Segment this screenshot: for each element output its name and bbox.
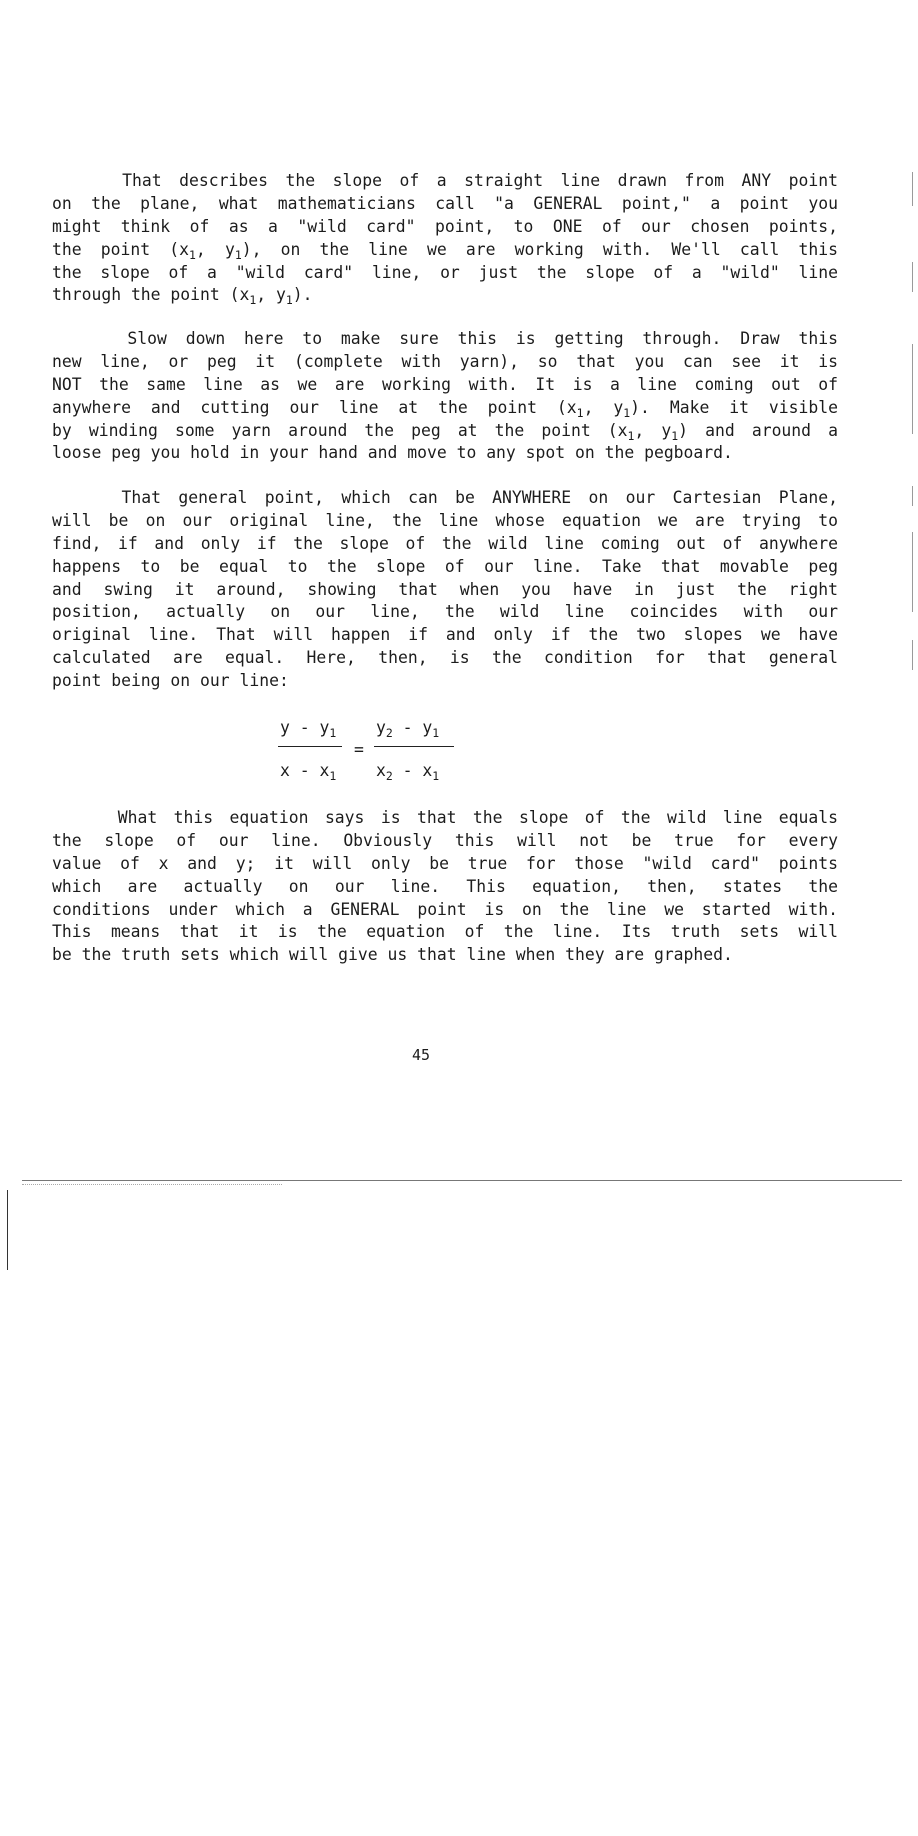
- text-line: through the point ($x_1$, $y_1$).: [52, 285, 313, 308]
- text-line: original line. That will happen if and only if the two slopes we have: [52, 625, 838, 645]
- text-line: will be on our original line, the line whose equation we are trying to: [52, 510, 838, 530]
- equation-equals-sign: =: [354, 740, 364, 759]
- text-line: anywhere and cutting our line at the point ($x_1$, $y_1$). Make it visible: [52, 397, 839, 420]
- paragraph-3: [52, 487, 838, 693]
- text-line: new line, or peg it (complete with yarn), so that you can see it is: [52, 351, 838, 371]
- text-line: point being on our line:: [52, 671, 289, 691]
- text-line: Slow down here to make sure this is getting through. Draw this: [52, 329, 838, 348]
- paragraph-1: [52, 170, 838, 307]
- text-line: the point ($x_1$, $y_1$), on the line we are working with. We'll call this: [52, 239, 838, 262]
- scan-edge-mark: [912, 640, 913, 670]
- equation-lhs-denominator: x - $x_1$: [280, 761, 337, 784]
- page-number: 45: [412, 1046, 431, 1064]
- text-line: What this equation says is that the slope of the wild line equals: [52, 808, 838, 827]
- equation-lhs-fraction-bar: [278, 746, 342, 747]
- text-line: This means that it is the equation of the line. Its truth sets will: [52, 922, 838, 942]
- scan-edge-mark: [912, 262, 913, 292]
- text-line: which are actually on our line. This equation, then, states the: [52, 876, 838, 896]
- scan-edge-mark: [912, 486, 913, 506]
- text-line: NOT the same line as we are working with. It is a line coming out of: [52, 374, 838, 394]
- text-line: the slope of our line. Obviously this will not be true for every: [52, 830, 838, 850]
- text-line: happens to be equal to the slope of our line. Take that movable peg: [52, 556, 838, 576]
- scan-edge-mark: [912, 344, 913, 434]
- paragraph-2: [52, 328, 838, 465]
- scan-edge-mark: [912, 172, 913, 206]
- text-line: conditions under which a GENERAL point is on the line we started with.: [52, 899, 838, 919]
- text-line: That general point, which can be ANYWHERE on our Cartesian Plane,: [52, 488, 838, 507]
- paragraph-4: [52, 807, 838, 967]
- text-line: be the truth sets which will give us that line when they are graphed.: [52, 945, 733, 965]
- equation-rhs-denominator: $x_2 - x_1$: [376, 761, 440, 784]
- equation-lhs-numerator: y - $y_1$: [280, 718, 337, 741]
- margin-bar: [7, 1190, 8, 1270]
- text-line: might think of as a "wild card" point, to ONE of our chosen points,: [52, 216, 838, 236]
- text-line: That describes the slope of a straight line drawn from ANY point: [52, 171, 838, 190]
- scan-edge-mark: [912, 532, 913, 612]
- footer-scan-artifact: [22, 1184, 282, 1185]
- text-line: on the plane, what mathematicians call "a GENERAL point," a point you: [52, 193, 838, 213]
- text-line: loose peg you hold in your hand and move to any spot on the pegboard.: [52, 443, 733, 463]
- slope-equation: [276, 712, 476, 792]
- text-line: by winding some yarn around the peg at the point ($x_1$, $y_1$) and around a: [52, 420, 838, 443]
- footer-divider: [22, 1180, 902, 1181]
- equation-rhs-fraction-bar: [374, 746, 454, 747]
- text-line: value of x and y; it will only be true for those "wild card" points: [52, 853, 838, 873]
- text-line: calculated are equal. Here, then, is the condition for that general: [52, 648, 838, 668]
- text-line: position, actually on our line, the wild line coincides with our: [52, 602, 838, 622]
- text-line: the slope of a "wild card" line, or just the slope of a "wild" line: [52, 262, 838, 282]
- text-line: find, if and only if the slope of the wild line coming out of anywhere: [52, 533, 838, 553]
- equation-rhs-numerator: $y_2 - y_1$: [376, 718, 440, 741]
- text-line: and swing it around, showing that when you have in just the right: [52, 579, 838, 599]
